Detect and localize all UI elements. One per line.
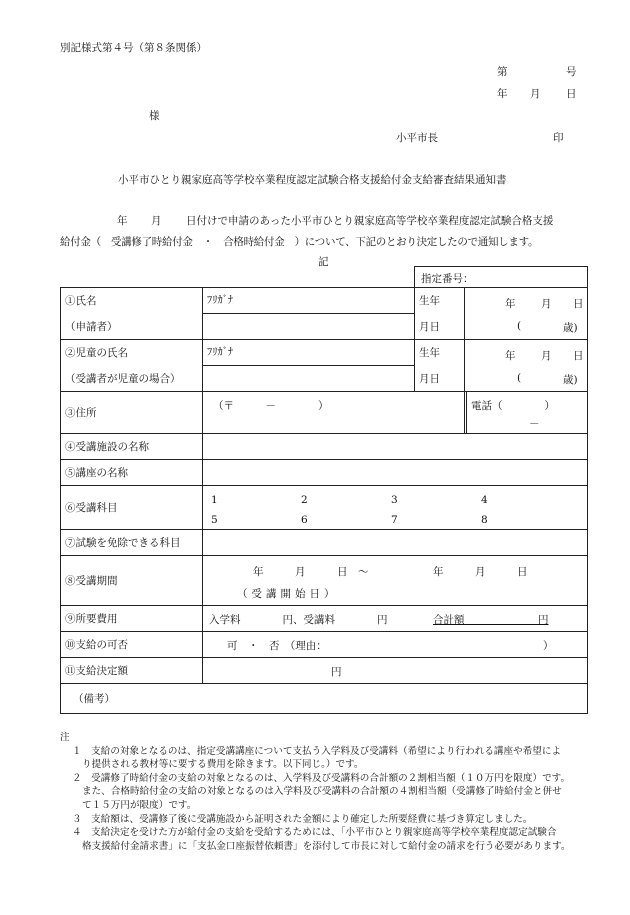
document-number-suffix: 号 — [566, 66, 577, 78]
row-amount — [61, 658, 588, 684]
amount-input[interactable] — [203, 658, 588, 684]
approval-options: 可 ・ 否 （理由： — [227, 640, 327, 652]
child-label-cell — [61, 340, 203, 366]
birth-bottom-cell — [415, 314, 465, 340]
subject-number: 1 — [211, 494, 218, 506]
application-table — [60, 287, 588, 714]
row-course — [61, 460, 588, 486]
birth-top-cell — [415, 288, 465, 314]
note-2a: ２ 受講修了時給付金の支給の対象となるのは、入学料及び受講料の合計額の２割相当額（１０万円を限度）です。 — [72, 772, 571, 784]
amount-label: ⑪支給決定額 — [65, 665, 128, 677]
name-input[interactable] — [203, 314, 415, 340]
facility-label-cell — [61, 434, 203, 460]
course-label: ⑤講座の名称 — [65, 467, 128, 479]
subject-number: 6 — [301, 514, 308, 526]
period-label: ⑧受講期間 — [65, 575, 118, 587]
name-label-cell — [61, 288, 203, 314]
age-close: 歳) — [563, 321, 578, 334]
note-4a: ４ 支給決定を受けた方が給付金の支給を受給するためには、「小平市ひとり親家庭高等学校卒業程度認定試験合 — [72, 827, 557, 839]
address-input[interactable] — [203, 392, 465, 434]
intro-line1: 日付けで申請のあった小平市ひとり親家庭高等学校卒業程度認定試験合格支援 — [186, 215, 554, 227]
child-birth-top-cell — [415, 340, 465, 366]
intro-month: 月 — [151, 215, 162, 227]
postal-code: （〒 － ） — [213, 400, 329, 412]
child-birth-day: 日 — [573, 350, 584, 362]
name-label: ①氏名 — [65, 295, 97, 308]
birth-year: 年 — [505, 298, 516, 310]
child-birth-label-bottom: 月日 — [419, 372, 440, 385]
name-sub-label: （申請者） — [65, 320, 118, 333]
cost-label-cell — [61, 606, 203, 632]
row-child-top — [61, 340, 588, 366]
child-birth-bottom-cell — [415, 366, 465, 392]
phone-label: 電話（ ） — [471, 400, 555, 412]
subject-number: 3 — [391, 494, 398, 506]
birth-month: 月 — [541, 298, 552, 310]
birth-label-top: 生年 — [419, 295, 440, 308]
cost-input[interactable] — [203, 606, 588, 632]
period-start-note: （受講開始日） — [237, 588, 339, 600]
approval-close: ） — [543, 640, 554, 652]
child-sub-cell — [61, 366, 203, 392]
amount-unit: 円 — [331, 666, 342, 678]
row-period — [61, 556, 588, 606]
phone-dash: － — [529, 418, 540, 430]
exempt-label: ⑦試験を免除できる科目 — [65, 537, 181, 549]
addressee-honorific: 様 — [149, 110, 160, 122]
intro-year: 年 — [117, 215, 128, 227]
child-age-cell — [465, 366, 588, 392]
child-name-input[interactable] — [203, 366, 415, 392]
child-birth-month: 月 — [541, 350, 552, 362]
period-start: 年 月 日 ～ — [253, 566, 369, 578]
issuer-name: 小平市長 — [396, 132, 438, 144]
note-2b: また、合格時給付金の支給の対象となるのは入学料及び受講料の合計額の４割相当額（受講修了時給付金と併せ — [82, 786, 562, 798]
facility-input[interactable] — [203, 434, 588, 460]
document-number-prefix: 第 — [497, 66, 508, 78]
row-address — [61, 392, 588, 434]
cost-entry: 入学料 円、受講料 円 — [209, 614, 388, 626]
age-cell — [465, 314, 588, 340]
issue-day: 日 — [566, 88, 577, 100]
exempt-input[interactable] — [203, 530, 588, 556]
row-cost — [61, 606, 588, 632]
name-sub-cell — [61, 314, 203, 340]
row-facility — [61, 434, 588, 460]
child-age-open: ( — [517, 371, 522, 384]
row-child-bottom — [61, 366, 588, 392]
row-approval — [61, 632, 588, 658]
note-4b: 格支援給付金請求書」に「支払金口座振替依頼書」を添付して市長に対して給付金の請求を行う必要があります。 — [82, 840, 571, 852]
child-age-close: 歳) — [563, 373, 578, 386]
row-exempt — [61, 530, 588, 556]
course-label-cell — [61, 460, 203, 486]
note-1a: １ 支給の対象となるのは、指定受講講座について支払う入学料及び受講料（希望により行われる講座や希望によ — [72, 745, 562, 757]
subject-number: 8 — [481, 514, 488, 526]
child-furigana-cell — [203, 340, 415, 366]
document-title: 小平市ひとり親家庭高等学校卒業程度認定試験合格支援給付金支給審査結果通知書 — [118, 174, 507, 186]
subjects-label: ⑥受講科目 — [65, 502, 118, 514]
child-birth-label-top: 生年 — [419, 347, 440, 360]
course-input[interactable] — [203, 460, 588, 486]
issue-year: 年 — [497, 88, 508, 100]
designation-box — [414, 266, 588, 288]
row-name-top — [61, 288, 588, 314]
row-subjects — [61, 486, 588, 530]
amount-label-cell — [61, 658, 203, 684]
subject-number: 4 — [481, 494, 488, 506]
address-label-cell — [61, 392, 203, 434]
remarks-label: （備考） — [73, 693, 115, 705]
child-birth-date-cell — [465, 340, 588, 366]
approval-input[interactable] — [203, 632, 588, 658]
name-furigana-cell — [203, 288, 415, 314]
form-reference: 別記様式第４号（第８条関係） — [60, 42, 207, 54]
intro-line2: 給付金（ 受講修了時給付金 ・ 合格時給付金 ）について、下記のとおり決定したので通知します。 — [60, 236, 539, 248]
remarks-cell[interactable] — [61, 684, 588, 714]
birth-label-bottom: 月日 — [419, 320, 440, 333]
child-birth-year: 年 — [505, 350, 516, 362]
note-3: ３ 支給額は、受講修了後に受講施設から証明された金額により確定した所要経費に基づき算定しました。 — [72, 813, 533, 825]
row-name-bottom — [61, 314, 588, 340]
approval-label-cell — [61, 632, 203, 658]
cost-total: 合計額 円 — [433, 614, 549, 626]
period-label-cell — [61, 556, 203, 606]
subject-number: 2 — [301, 494, 308, 506]
child-label: ②児童の氏名 — [65, 347, 128, 360]
seal-mark: 印 — [553, 132, 564, 144]
notes-heading: 注 — [60, 732, 70, 743]
facility-label: ④受講施設の名称 — [65, 441, 149, 453]
subject-number: 7 — [391, 514, 398, 526]
approval-label: ⑩支給の可否 — [65, 639, 128, 651]
notes-section — [60, 731, 595, 853]
subjects-input[interactable] — [203, 486, 588, 530]
note-2c: て１５万円が限度）です。 — [82, 799, 197, 811]
birth-day: 日 — [573, 298, 584, 310]
phone-cell[interactable] — [465, 392, 588, 434]
note-1b: り提供される教材等に要する費用を除きます。以下同じ。）です。 — [82, 759, 364, 771]
subject-number: 5 — [211, 514, 218, 526]
exempt-label-cell — [61, 530, 203, 556]
period-input[interactable] — [203, 556, 588, 606]
child-sub-label: （受講者が児童の場合） — [65, 372, 181, 385]
period-end: 年 月 日 — [433, 566, 528, 578]
ki-heading: 記 — [318, 256, 329, 268]
name-furigana: ﾌﾘｶﾞﾅ — [207, 294, 234, 306]
cost-label: ⑨所要費用 — [65, 613, 118, 625]
birth-date-cell — [465, 288, 588, 314]
age-open: ( — [517, 319, 522, 332]
child-furigana: ﾌﾘｶﾞﾅ — [207, 346, 234, 358]
subjects-label-cell — [61, 486, 203, 530]
issue-month: 月 — [530, 88, 541, 100]
address-label: ③住所 — [65, 407, 97, 419]
designation-label: 指定番号： — [421, 273, 474, 285]
row-remarks — [61, 684, 588, 714]
